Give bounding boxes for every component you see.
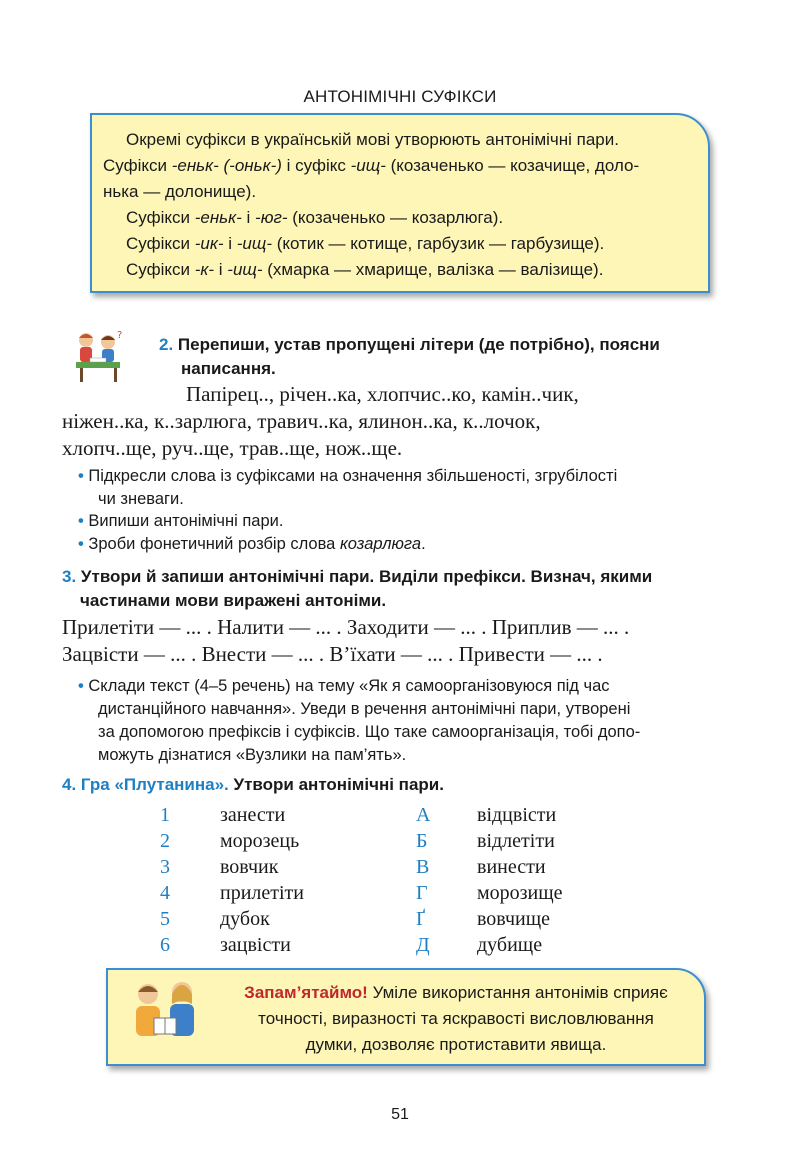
game-match: відцвісти — [477, 804, 557, 826]
game-word: прилетіти — [220, 882, 305, 904]
game-match: вовчище — [477, 908, 551, 930]
rule-line-2: Суфікси -еньк- (-оньк-) і суфікс -ищ- (козаченько — козачище, доло- — [103, 156, 640, 175]
task-3-text-line-2: Зацвісти — ... . Внести — ... . В’їхати — ... . Привести — ... . — [62, 642, 603, 666]
rule-line-5: Суфікси -ик- і -ищ- (котик — котище, гарбузик — гарбузище). — [126, 234, 605, 253]
game-words-column — [220, 802, 304, 958]
game-letter: Д — [416, 934, 430, 956]
game-match: дубище — [477, 934, 543, 956]
kids-writing-illustration-icon — [64, 328, 128, 384]
game-num: 3 — [160, 856, 170, 878]
game-letter: Ґ — [416, 908, 426, 930]
task-2-title: 2. Перепиши, устав пропущені літери (де потрібно), поясни написання. — [159, 335, 660, 378]
game-letter: В — [416, 856, 430, 878]
memo-text: Запам’ятаймо! Уміле використання антонімів сприяє точності, виразності та яскравості висловлювання думки, дозволяє протиставити явища. — [244, 983, 668, 1054]
task-4-title: 4. Гра «Плутанина». Утвори антонімічні пари. — [62, 775, 444, 794]
rule-line-4: Суфікси -еньк- і -юг- (козаченько — козарлюга). — [126, 208, 504, 227]
task-2-bullet-3: • Зроби фонетичний розбір слова козарлюга. — [78, 535, 426, 553]
task-3-title: 3. Утвори й запиши антонімічні пари. Виділи префікси. Визнач, якими частинами мови виражені антоніми. — [62, 567, 653, 610]
game-letter: А — [416, 804, 431, 826]
game-num: 6 — [160, 934, 170, 956]
game-letter: Б — [416, 830, 428, 852]
task-2-text-line-1: Папірец.., річен..ка, хлопчис..ко, камін..чик, — [186, 382, 579, 406]
game-num: 4 — [160, 882, 170, 904]
game-word: зацвісти — [220, 934, 291, 956]
task-3-bullet: • Склади текст (4–5 речень) на тему «Як я самоорганізовуюся під час дистанційного навчання». Уведи в речення антонімічні пари, утворені за допомогою префіксів і суфіксів. Що таке самоорганізація, тобі допо- можуть дізнатися «Вузлики на пам’ять». — [78, 677, 641, 764]
task-2-bullet-1: • Підкресли слова із суфіксами на означення збільшеності, згрубілості чи зневаги. — [78, 467, 618, 508]
svg-text:?: ? — [117, 330, 123, 341]
game-word: дубок — [220, 908, 270, 930]
task-2-text-line-3: хлопч..ще, руч..ще, трав..ще, нож..ще. — [62, 436, 403, 460]
rule-line-3: нька — долонище). — [103, 182, 257, 201]
two-students-reading-icon — [120, 976, 212, 1052]
game-match: відлетіти — [477, 830, 555, 852]
page-number: 51 — [391, 1106, 409, 1123]
task-3-text-line-1: Прилетіти — ... . Налити — ... . Заходити — ... . Приплив — ... . — [62, 615, 630, 639]
rule-line-6: Суфікси -к- і -ищ- (хмарка — хмарище, валізка — валізище). — [126, 260, 604, 279]
game-match: морозище — [477, 882, 563, 904]
task-2-bullet-2: • Випиши антонімічні пари. — [78, 512, 284, 530]
game-num: 2 — [160, 830, 170, 852]
game-word: морозець — [220, 830, 300, 852]
rule-line-1: Окремі суфікси в українській мові утворюють антонімічні пари. — [126, 130, 619, 149]
game-word: вовчик — [220, 856, 279, 878]
game-letters-column — [416, 802, 430, 958]
game-match: винести — [477, 856, 546, 878]
game-matches-column — [477, 802, 563, 958]
game-numbers-column — [160, 802, 170, 958]
task-2-text-line-2: ніжен..ка, к..зарлюга, травич..ка, ялинон..ка, к..лочок, — [62, 409, 541, 433]
game-word: занести — [220, 804, 286, 826]
section-heading: АНТОНІМІЧНІ СУФІКСИ — [303, 87, 497, 106]
game-letter: Г — [416, 882, 428, 904]
game-num: 1 — [160, 804, 170, 826]
game-num: 5 — [160, 908, 170, 930]
